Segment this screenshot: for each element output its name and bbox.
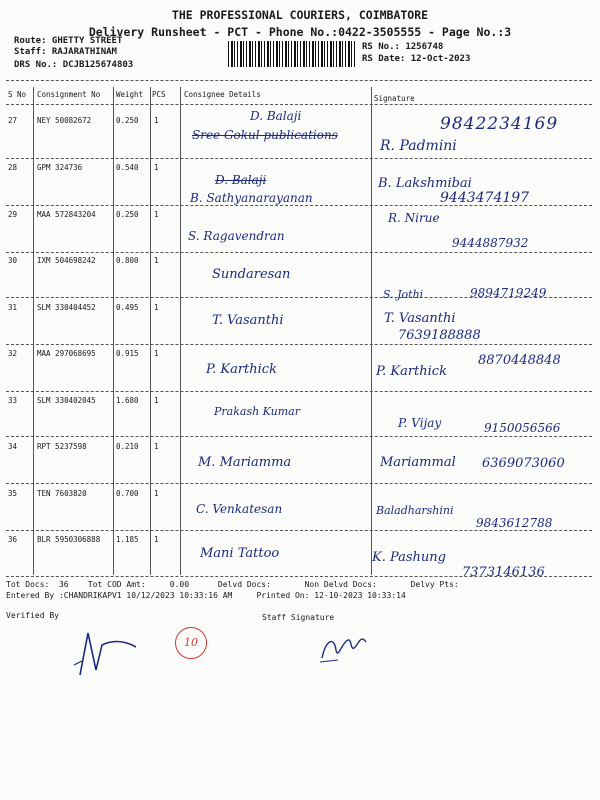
signature-name: K. Pashung — [372, 550, 447, 565]
row-sno: 29 — [8, 210, 18, 219]
stamp-circle: 10 — [175, 627, 207, 659]
header-rule — [6, 104, 592, 105]
row-consignment: MAA 572843204 — [37, 210, 96, 219]
col-header-weight: Weight — [116, 90, 144, 99]
col-header-signature: Signature — [374, 94, 415, 103]
consignee-company: Sree Gokul publications — [192, 128, 338, 142]
row-consignment: BLR 5950306888 — [37, 535, 101, 544]
runsheet-title: Delivery Runsheet - PCT - Phone No.:0422-3505555 - Page No.:3 — [88, 25, 512, 39]
row-weight: 0.700 — [116, 489, 139, 498]
col-divider — [150, 87, 151, 575]
row-weight: 0.915 — [116, 349, 139, 358]
consignee-name: Prakash Kumar — [214, 405, 300, 418]
col-header-pcs: PCS — [152, 90, 166, 99]
consignee-name: Sundaresan — [212, 267, 291, 282]
row-weight: 1.680 — [116, 396, 139, 405]
row-consignment: IXM 504698242 — [37, 256, 96, 265]
row-weight: 0.800 — [116, 256, 139, 265]
signature-phone: 6369073060 — [482, 456, 565, 471]
signature-name: T. Vasanthi — [384, 311, 456, 326]
company-name: THE PROFESSIONAL COURIERS, COIMBATORE — [171, 8, 429, 22]
row-sno: 32 — [8, 349, 18, 358]
consignee-name: Mani Tattoo — [200, 546, 280, 561]
row-rule — [6, 252, 592, 253]
row-weight: 0.495 — [116, 303, 139, 312]
row-sno: 33 — [8, 396, 18, 405]
row-weight: 1.185 — [116, 535, 139, 544]
row-pcs: 1 — [154, 349, 159, 358]
col-divider — [180, 87, 181, 575]
row-weight: 0.540 — [116, 163, 139, 172]
row-rule — [6, 483, 592, 484]
signature-name: R. Padmini — [380, 138, 457, 154]
row-pcs: 1 — [154, 489, 159, 498]
row-weight: 0.250 — [116, 116, 139, 125]
row-sno: 30 — [8, 256, 18, 265]
row-consignment: RPT 5237598 — [37, 442, 87, 451]
signature-name: S. Jothi — [383, 288, 424, 301]
verifier-signature — [60, 615, 170, 685]
row-pcs: 1 — [154, 163, 159, 172]
row-sno: 31 — [8, 303, 18, 312]
consignee-name: D. Balaji — [250, 109, 302, 123]
row-pcs: 1 — [154, 210, 159, 219]
row-pcs: 1 — [154, 396, 159, 405]
signature-phone: 9843612788 — [476, 516, 553, 530]
consignee-name: C. Venkatesan — [196, 502, 283, 516]
row-consignment: SLM 330404452 — [37, 303, 96, 312]
row-sno: 34 — [8, 442, 18, 451]
row-consignment: NEY 50082672 — [37, 116, 92, 125]
staff-signature-mark — [316, 628, 376, 668]
row-sno: 35 — [8, 489, 18, 498]
signature-phone: 9443474197 — [440, 190, 530, 206]
row-pcs: 1 — [154, 442, 159, 451]
row-pcs: 1 — [154, 303, 159, 312]
rs-date: RS Date: 12-Oct-2023 — [362, 54, 471, 64]
row-rule — [6, 530, 592, 531]
row-sno: 28 — [8, 163, 18, 172]
signature-name: R. Nirue — [388, 211, 440, 225]
col-header-consignment: Consignment No — [37, 90, 101, 99]
consignee-name: T. Vasanthi — [212, 313, 284, 328]
signature-phone: 7373146136 — [462, 565, 545, 580]
signature-phone: 8870448848 — [478, 353, 561, 368]
consignee-name-alt: B. Sathyanarayanan — [190, 191, 313, 205]
row-pcs: 1 — [154, 116, 159, 125]
signature-name: B. Lakshmibai — [378, 176, 472, 191]
table-top-rule — [6, 80, 592, 81]
rs-number: RS No.: 1256748 — [362, 42, 444, 52]
row-rule — [6, 391, 592, 392]
row-rule — [6, 158, 592, 159]
signature-phone: 9842234169 — [440, 114, 559, 134]
col-header-sno: S No — [8, 90, 27, 99]
signature-phone: 9894719249 — [470, 286, 547, 300]
signature-name: Baladharshini — [376, 504, 454, 517]
row-pcs: 1 — [154, 256, 159, 265]
consignee-name: M. Mariamma — [198, 455, 292, 470]
signature-phone: 7639188888 — [398, 328, 481, 343]
verified-by-label: Verified By — [6, 611, 59, 620]
row-consignment: TEN 7603820 — [37, 489, 87, 498]
col-divider — [33, 87, 34, 575]
staff-label: Staff: RAJARATHINAM — [14, 47, 117, 57]
route-label: Route: GHETTY STREET — [14, 36, 123, 46]
row-weight: 0.210 — [116, 442, 139, 451]
signature-phone: 9444887932 — [452, 236, 529, 250]
row-sno: 36 — [8, 535, 18, 544]
barcode — [228, 41, 356, 67]
signature-phone: 9150056566 — [484, 421, 561, 435]
col-divider — [371, 87, 372, 575]
row-consignment: SLM 330402045 — [37, 396, 96, 405]
entered-by-line: Entered By :CHANDRIKAPV1 10/12/2023 10:33:16 AM Printed On: 12-10-2023 10:33:14 — [6, 591, 406, 600]
consignee-name: S. Ragavendran — [188, 229, 285, 243]
staff-signature-label: Staff Signature — [262, 613, 335, 622]
row-consignment: GPM 324736 — [37, 163, 83, 172]
col-header-details: Consignee Details — [184, 90, 261, 99]
signature-name: P. Vijay — [398, 416, 442, 430]
row-sno: 27 — [8, 116, 18, 125]
row-rule — [6, 344, 592, 345]
row-weight: 0.250 — [116, 210, 139, 219]
col-divider — [113, 87, 114, 575]
consignee-name: P. Karthick — [206, 362, 277, 377]
signature-name: Mariammal — [380, 455, 456, 470]
drs-number: DRS No.: DCJB125674803 — [14, 60, 134, 70]
consignee-name: D. Balaji — [215, 173, 267, 187]
row-consignment: MAA 297068695 — [37, 349, 96, 358]
totals-line: Tot Docs: 36 Tot COD Amt: 0.00 Delvd Docs: Non Delvd Docs: Delvy Pts: — [6, 580, 459, 589]
row-pcs: 1 — [154, 535, 159, 544]
signature-name: P. Karthick — [376, 364, 447, 379]
row-rule — [6, 436, 592, 437]
